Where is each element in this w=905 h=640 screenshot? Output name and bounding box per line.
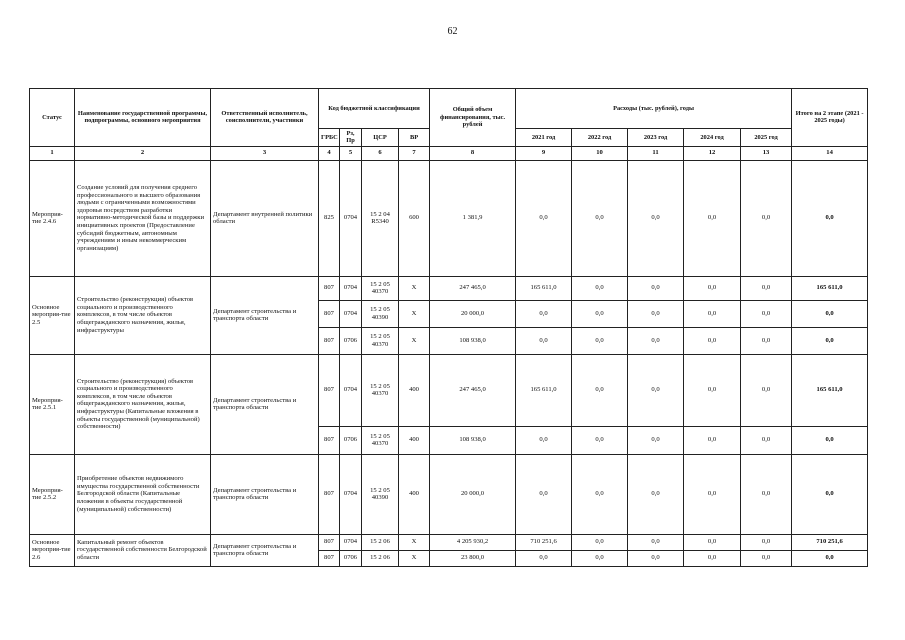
stage-total-cell: 0,0 (792, 327, 868, 354)
header-stage-total: Итого на 2 этапе (2021 - 2025 годы) (792, 89, 868, 147)
header-program-name: Наименование государственной программы, подпрограммы, основного мероприятия (75, 89, 211, 147)
total-cell: 20 000,0 (430, 300, 516, 327)
year-2022-cell: 0,0 (572, 426, 628, 454)
vr-cell: 400 (399, 454, 430, 534)
status-cell: Основное мероприя-тие 2.5 (30, 276, 75, 354)
year-2023-cell: 0,0 (628, 354, 684, 426)
table-row (30, 454, 868, 534)
rzpr-cell: 0706 (340, 426, 362, 454)
budget-table (29, 88, 868, 567)
executor-cell: Департамент строительства и транспорта области (211, 454, 319, 534)
year-2021-cell: 165 611,0 (516, 354, 572, 426)
year-2025-cell: 0,0 (741, 534, 792, 550)
header-vr: ВР (399, 129, 430, 147)
stage-total-cell: 0,0 (792, 300, 868, 327)
year-2024-cell: 0,0 (684, 354, 741, 426)
year-2025-cell: 0,0 (741, 160, 792, 276)
column-index: 13 (741, 146, 792, 160)
column-index: 2 (75, 146, 211, 160)
stage-total-cell: 0,0 (792, 550, 868, 566)
vr-cell: 400 (399, 354, 430, 426)
year-2023-cell: 0,0 (628, 534, 684, 550)
executor-cell: Департамент внутренней политики области (211, 160, 319, 276)
grbs-cell: 807 (319, 534, 340, 550)
rzpr-cell: 0704 (340, 354, 362, 426)
grbs-cell: 807 (319, 354, 340, 426)
total-cell: 108 938,0 (430, 426, 516, 454)
year-2021-cell: 0,0 (516, 160, 572, 276)
year-2021-cell: 710 251,6 (516, 534, 572, 550)
year-2022-cell: 0,0 (572, 327, 628, 354)
vr-cell: Х (399, 300, 430, 327)
rzpr-cell: 0704 (340, 300, 362, 327)
header-budget-code: Код бюджетной классификации (319, 89, 430, 129)
rzpr-cell: 0704 (340, 454, 362, 534)
stage-total-cell: 165 611,0 (792, 276, 868, 300)
year-2025-cell: 0,0 (741, 454, 792, 534)
csr-cell: 15 2 06 (362, 534, 399, 550)
header-2023: 2023 год (628, 129, 684, 147)
year-2024-cell: 0,0 (684, 534, 741, 550)
header-total-volume: Общий объем финансирования, тыс. рублей (430, 89, 516, 147)
year-2024-cell: 0,0 (684, 300, 741, 327)
year-2023-cell: 0,0 (628, 160, 684, 276)
header-grbs: ГРБС (319, 129, 340, 147)
total-cell: 23 800,0 (430, 550, 516, 566)
csr-cell: 15 2 05 40370 (362, 354, 399, 426)
column-index: 12 (684, 146, 741, 160)
column-index: 9 (516, 146, 572, 160)
column-index: 7 (399, 146, 430, 160)
header-rzpr: Рз, Пр (340, 129, 362, 147)
vr-cell: 600 (399, 160, 430, 276)
rzpr-cell: 0704 (340, 276, 362, 300)
year-2024-cell: 0,0 (684, 160, 741, 276)
year-2023-cell: 0,0 (628, 276, 684, 300)
executor-cell: Департамент строительства и транспорта области (211, 354, 319, 454)
column-index: 5 (340, 146, 362, 160)
header-2025: 2025 год (741, 129, 792, 147)
stage-total-cell: 0,0 (792, 426, 868, 454)
total-cell: 108 938,0 (430, 327, 516, 354)
rzpr-cell: 0704 (340, 160, 362, 276)
header-2021: 2021 год (516, 129, 572, 147)
executor-cell: Департамент строительства и транспорта области (211, 276, 319, 354)
header-expenses: Расходы (тыс. рублей), годы (516, 89, 792, 129)
year-2022-cell: 0,0 (572, 160, 628, 276)
column-index: 4 (319, 146, 340, 160)
csr-cell: 15 2 04 R5340 (362, 160, 399, 276)
grbs-cell: 807 (319, 300, 340, 327)
year-2023-cell: 0,0 (628, 327, 684, 354)
year-2025-cell: 0,0 (741, 426, 792, 454)
csr-cell: 15 2 05 40390 (362, 300, 399, 327)
total-cell: 247 465,0 (430, 276, 516, 300)
csr-cell: 15 2 05 40370 (362, 276, 399, 300)
year-2025-cell: 0,0 (741, 276, 792, 300)
column-index-row (30, 146, 868, 160)
status-cell: Основное мероприя-тие 2.6 (30, 534, 75, 566)
column-index: 10 (572, 146, 628, 160)
year-2024-cell: 0,0 (684, 454, 741, 534)
year-2023-cell: 0,0 (628, 550, 684, 566)
year-2021-cell: 0,0 (516, 454, 572, 534)
header-2024: 2024 год (684, 129, 741, 147)
year-2022-cell: 0,0 (572, 454, 628, 534)
program-name-cell: Приобретение объектов недвижимого имущества государственной собственности Белгородской области (Капитальные вложения в объекты государственной (муниципальной) собственности) (75, 454, 211, 534)
rzpr-cell: 0706 (340, 550, 362, 566)
header-2022: 2022 год (572, 129, 628, 147)
year-2025-cell: 0,0 (741, 327, 792, 354)
program-name-cell: Создание условий для получения среднего профессионального и высшего образования людьми с ограниченными возможностями здоровья посредством разработки нормативно-методической базы и поддержки инициативных проектов (Предоставление субсидий бюджетным, автономным учреждениям и иным некоммерческим организациям) (75, 160, 211, 276)
column-index: 11 (628, 146, 684, 160)
vr-cell: Х (399, 276, 430, 300)
program-name-cell: Строительство (реконструкция) объектов социального и производственного комплексов, в том числе объектов общегражданского назначения, жилья, инфраструктуры (75, 276, 211, 354)
csr-cell: 15 2 05 40370 (362, 426, 399, 454)
grbs-cell: 807 (319, 454, 340, 534)
column-index: 6 (362, 146, 399, 160)
table-row (30, 276, 868, 300)
column-index: 8 (430, 146, 516, 160)
program-name-cell: Строительство (реконструкция) объектов социального и производственного комплексов, в том числе объектов общегражданского назначения, жилья, инфраструктуры (Капитальные вложения в объекты государственной (муниципальной) собственности) (75, 354, 211, 454)
status-cell: Мероприя-тие 2.4.6 (30, 160, 75, 276)
header-executor: Ответственный исполнитель, соисполнители, участники (211, 89, 319, 147)
executor-cell: Департамент строительства и транспорта области (211, 534, 319, 566)
year-2024-cell: 0,0 (684, 426, 741, 454)
total-cell: 247 465,0 (430, 354, 516, 426)
year-2023-cell: 0,0 (628, 300, 684, 327)
year-2024-cell: 0,0 (684, 276, 741, 300)
year-2022-cell: 0,0 (572, 354, 628, 426)
year-2021-cell: 165 611,0 (516, 276, 572, 300)
header-csr: ЦСР (362, 129, 399, 147)
vr-cell: 400 (399, 426, 430, 454)
stage-total-cell: 0,0 (792, 160, 868, 276)
vr-cell: Х (399, 550, 430, 566)
rzpr-cell: 0706 (340, 327, 362, 354)
header-status: Статус (30, 89, 75, 147)
program-name-cell: Капитальный ремонт объектов государственной собственности Белгородской области (75, 534, 211, 566)
year-2022-cell: 0,0 (572, 550, 628, 566)
year-2024-cell: 0,0 (684, 327, 741, 354)
year-2023-cell: 0,0 (628, 454, 684, 534)
csr-cell: 15 2 06 (362, 550, 399, 566)
total-cell: 4 205 930,2 (430, 534, 516, 550)
year-2021-cell: 0,0 (516, 327, 572, 354)
page-number: 62 (447, 26, 458, 37)
csr-cell: 15 2 05 40370 (362, 327, 399, 354)
column-index: 1 (30, 146, 75, 160)
grbs-cell: 807 (319, 276, 340, 300)
rzpr-cell: 0704 (340, 534, 362, 550)
column-index: 14 (792, 146, 868, 160)
grbs-cell: 807 (319, 327, 340, 354)
year-2021-cell: 0,0 (516, 550, 572, 566)
column-index: 3 (211, 146, 319, 160)
table-row (30, 354, 868, 426)
year-2021-cell: 0,0 (516, 300, 572, 327)
total-cell: 1 381,9 (430, 160, 516, 276)
status-cell: Мероприя-тие 2.5.2 (30, 454, 75, 534)
year-2023-cell: 0,0 (628, 426, 684, 454)
stage-total-cell: 710 251,6 (792, 534, 868, 550)
year-2022-cell: 0,0 (572, 300, 628, 327)
year-2022-cell: 0,0 (572, 276, 628, 300)
vr-cell: Х (399, 534, 430, 550)
stage-total-cell: 165 611,0 (792, 354, 868, 426)
year-2024-cell: 0,0 (684, 550, 741, 566)
vr-cell: Х (399, 327, 430, 354)
stage-total-cell: 0,0 (792, 454, 868, 534)
status-cell: Мероприя-тие 2.5.1 (30, 354, 75, 454)
year-2025-cell: 0,0 (741, 550, 792, 566)
table-row (30, 534, 868, 550)
table-body (30, 146, 868, 566)
year-2025-cell: 0,0 (741, 300, 792, 327)
grbs-cell: 807 (319, 550, 340, 566)
csr-cell: 15 2 05 40390 (362, 454, 399, 534)
table-row (30, 160, 868, 276)
year-2022-cell: 0,0 (572, 534, 628, 550)
grbs-cell: 807 (319, 426, 340, 454)
grbs-cell: 825 (319, 160, 340, 276)
year-2025-cell: 0,0 (741, 354, 792, 426)
total-cell: 20 000,0 (430, 454, 516, 534)
year-2021-cell: 0,0 (516, 426, 572, 454)
